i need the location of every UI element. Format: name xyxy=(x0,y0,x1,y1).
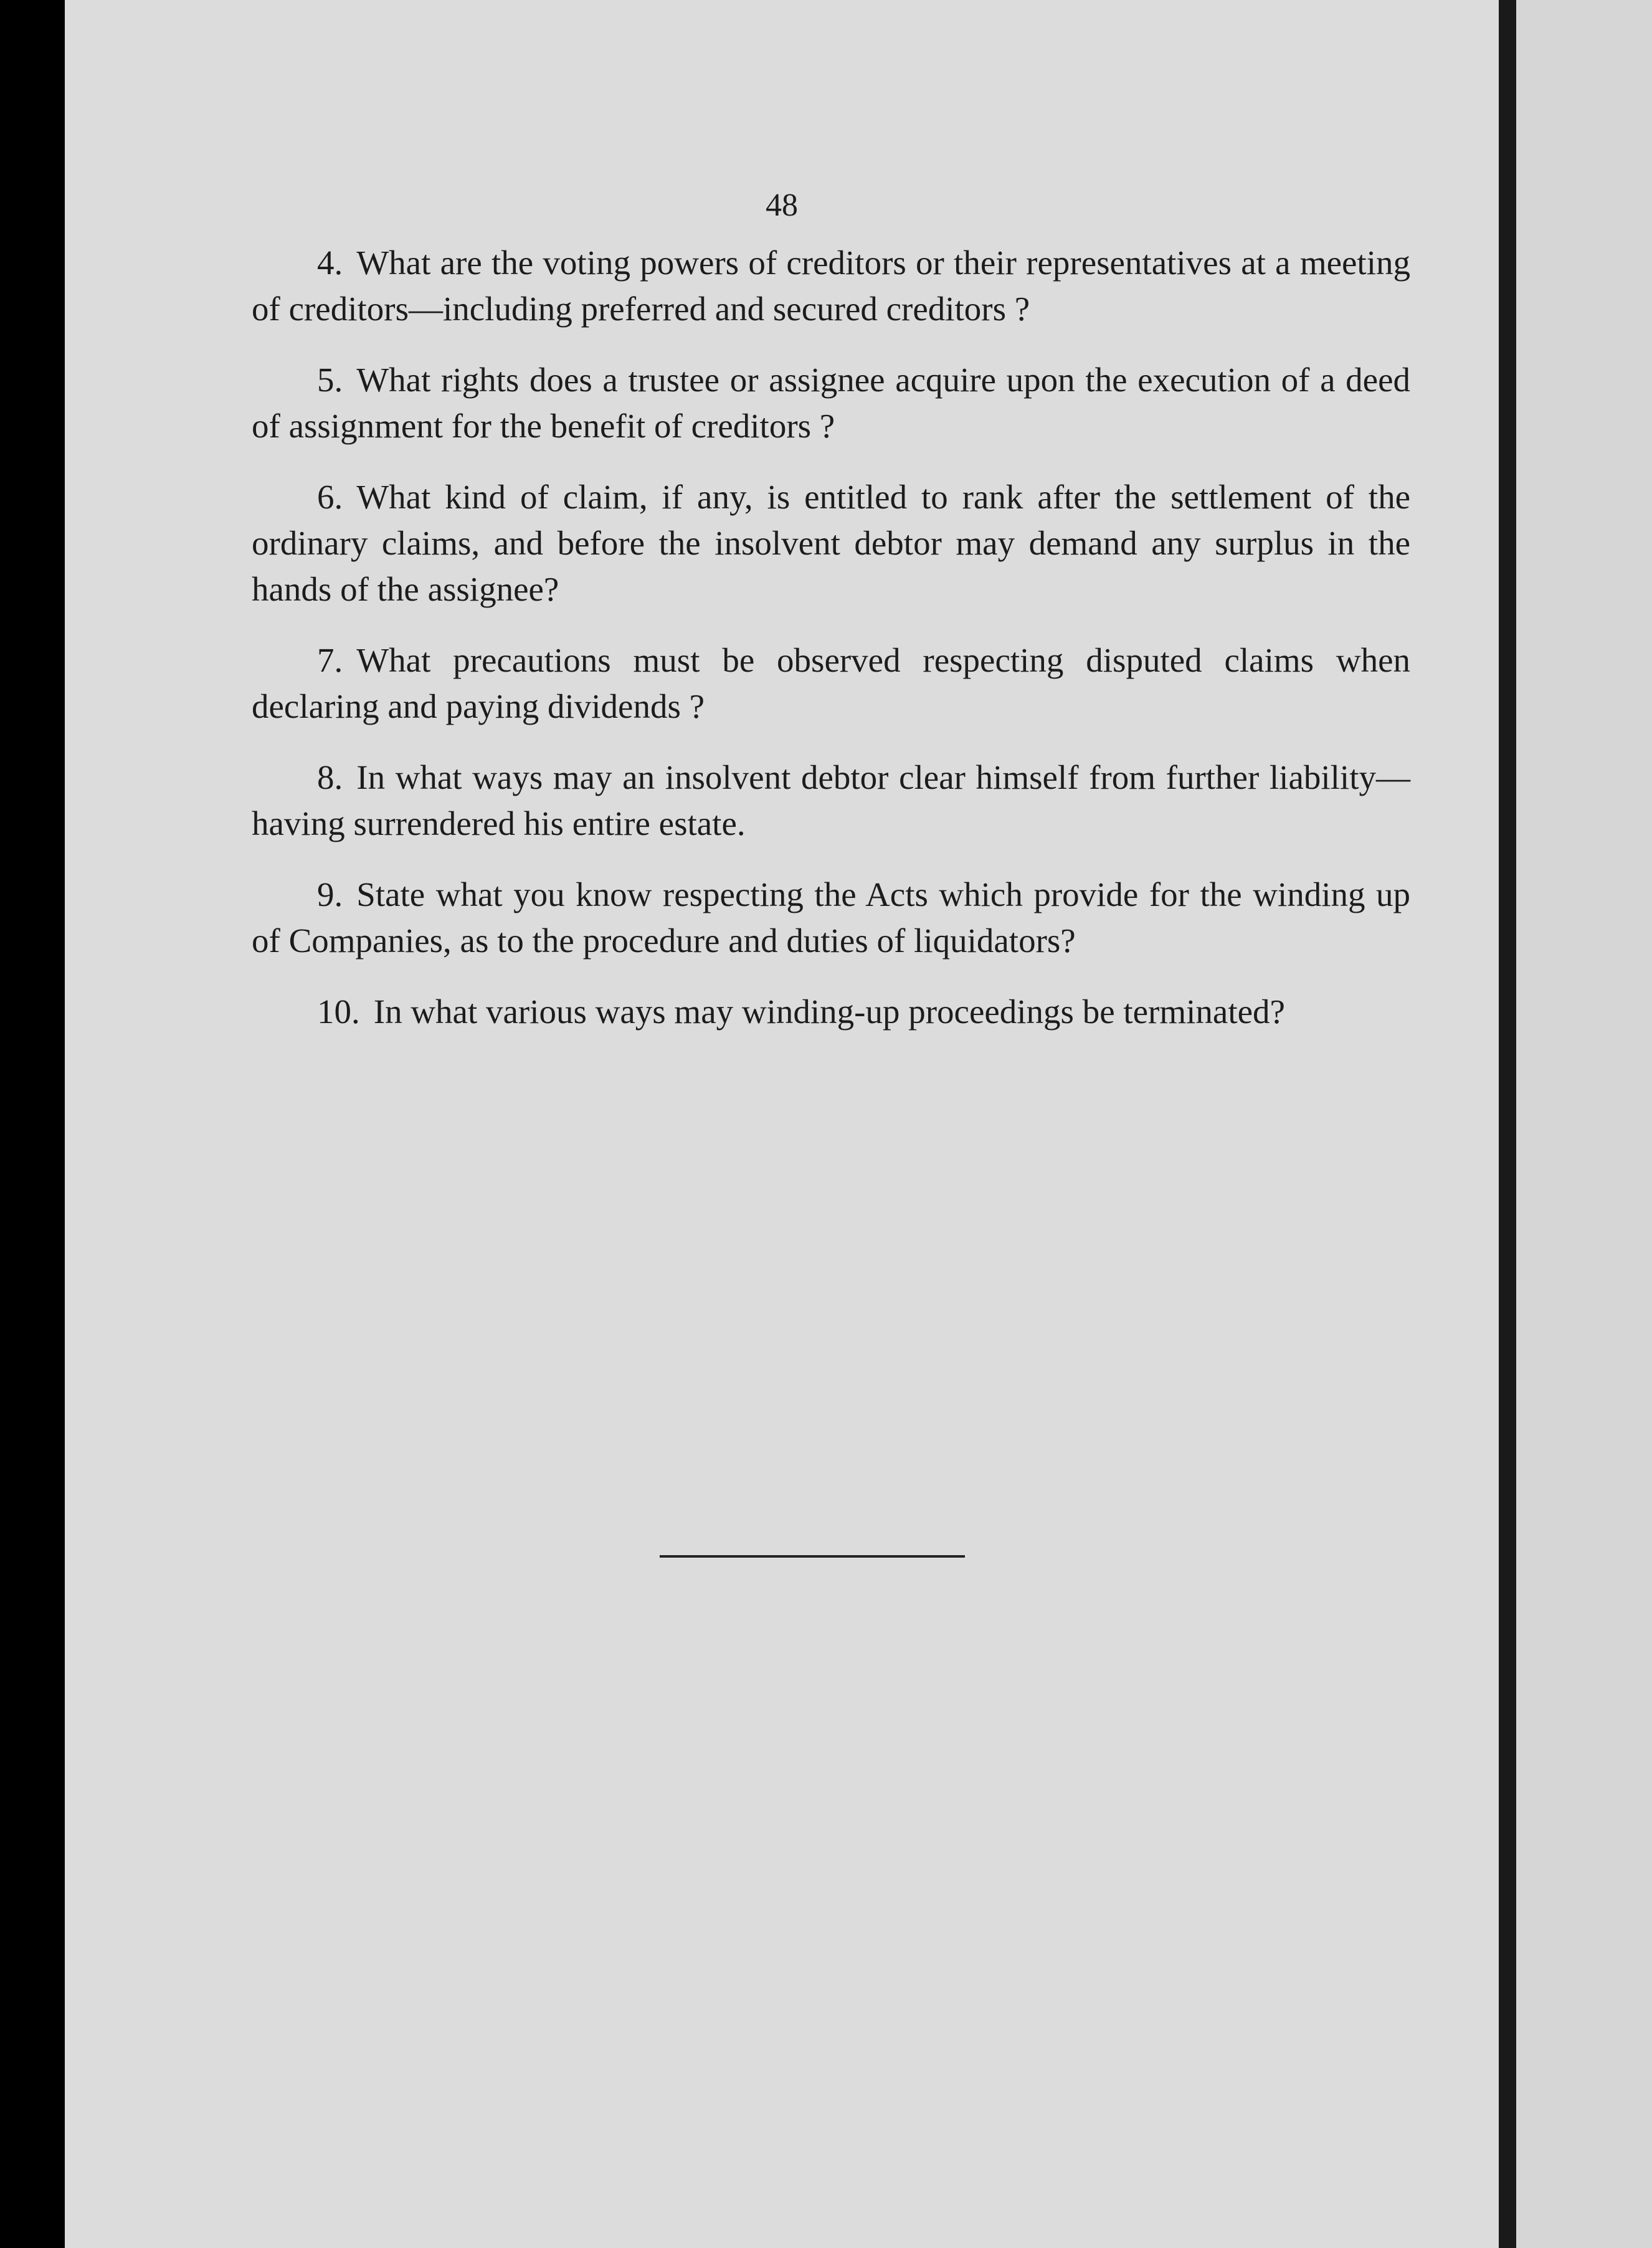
question-item xyxy=(252,872,1410,964)
question-item xyxy=(252,989,1410,1035)
question-item xyxy=(252,240,1410,332)
adjacent-page-edge xyxy=(1516,0,1652,2248)
question-text: What rights does a trustee or assignee acquire upon the execution of a deed of assignment for the benefit of creditors ? xyxy=(252,361,1410,445)
question-item xyxy=(252,755,1410,847)
question-number: 5. xyxy=(317,361,343,399)
question-text: What kind of claim, if any, is entitled to rank after the settlement of the ordinary claims, and before the insolvent debtor may demand any surplus in the hands of the assignee? xyxy=(252,478,1410,608)
question-item xyxy=(252,637,1410,730)
question-text: In what ways may an insolvent debtor clear himself from further liability—having surrendered his entire estate. xyxy=(252,758,1410,842)
end-rule xyxy=(660,1555,965,1558)
question-text: In what various ways may winding-up proceedings be terminated? xyxy=(373,993,1285,1031)
question-item xyxy=(252,357,1410,449)
question-number: 9. xyxy=(317,875,343,913)
question-list xyxy=(252,240,1410,1060)
book-gutter xyxy=(1499,0,1516,2248)
question-item xyxy=(252,474,1410,612)
question-text: State what you know respecting the Acts which provide for the winding up of Companies, as to the procedure and duties of liquidators? xyxy=(252,875,1410,960)
question-number: 8. xyxy=(317,758,343,796)
question-number: 10. xyxy=(317,993,360,1031)
question-text: What precautions must be observed respecting disputed claims when declaring and paying dividends ? xyxy=(252,641,1410,725)
question-number: 7. xyxy=(317,641,343,679)
question-number: 6. xyxy=(317,478,343,516)
question-number: 4. xyxy=(317,244,343,282)
question-text: What are the voting powers of creditors or their representatives at a meeting of creditors—including preferred and secured creditors ? xyxy=(252,244,1410,328)
page-number: 48 xyxy=(766,188,798,223)
page xyxy=(65,0,1499,2248)
